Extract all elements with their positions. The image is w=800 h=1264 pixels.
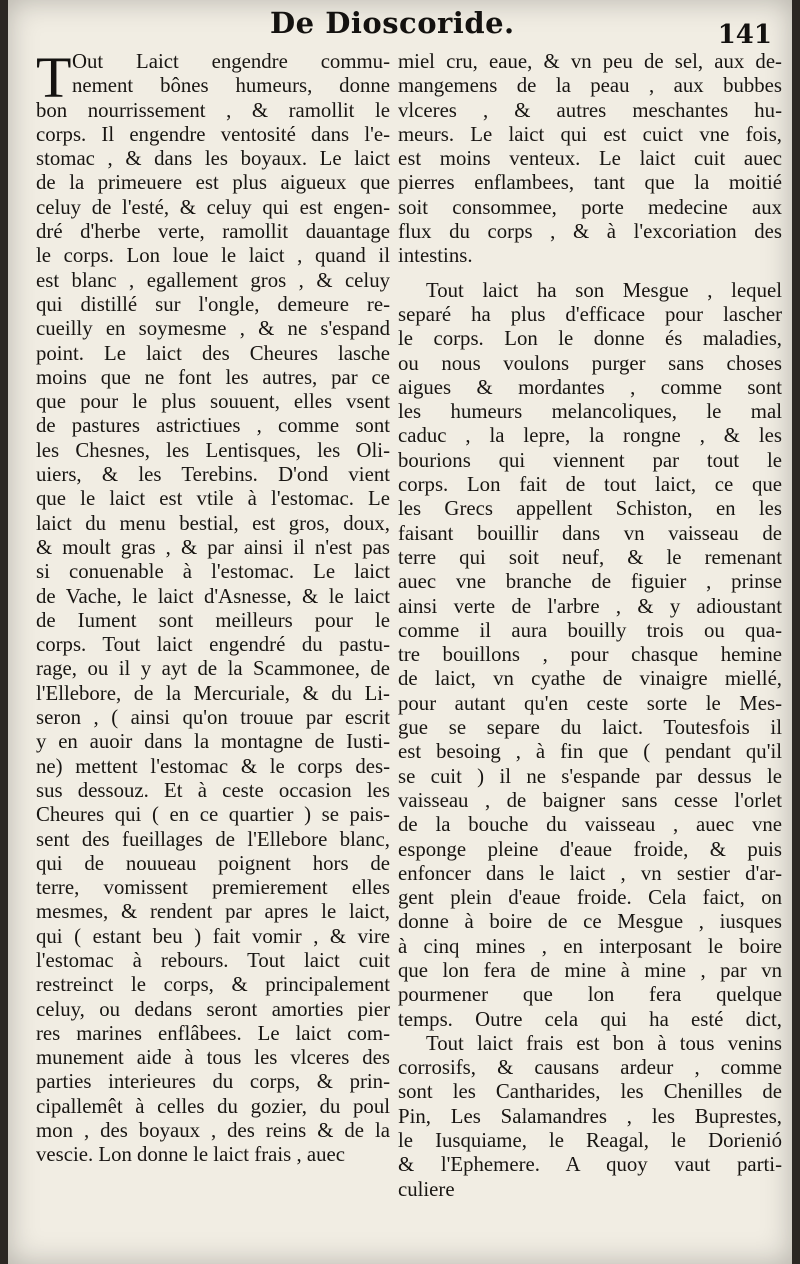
text-line: mangemens de la peau , aux bubbes bbox=[398, 74, 782, 98]
drop-cap: T bbox=[36, 45, 72, 110]
text-line: seron , ( ainsi qu'on trouue par escrit bbox=[36, 706, 390, 730]
text-line: Tout laict frais est bon à tous venins bbox=[426, 1031, 782, 1055]
text-line: que le laict est vtile à l'estomac. Le bbox=[36, 487, 390, 511]
text-line: pour autant qu'en ceste sorte le Mes- bbox=[398, 691, 782, 715]
text-line: cipallemêt à celles du gozier, du poul bbox=[36, 1094, 390, 1118]
text-line: si conuenable à l'estomac. Le laict bbox=[36, 560, 390, 584]
text-line: mon , des boyaux , des reins & de la bbox=[36, 1119, 390, 1143]
text-line: les humeurs melancoliques, le mal bbox=[398, 400, 782, 424]
text-line: mesmes, & rendent par apres le laict, bbox=[36, 900, 390, 924]
text-line: esponge pleine d'eaue froide, & puis bbox=[398, 837, 782, 861]
text-line: est moins venteux. Le laict cuit auec bbox=[398, 147, 782, 171]
page-number: 141 bbox=[717, 20, 772, 50]
text-line: sent des fueillages de l'Ellebore blanc, bbox=[36, 827, 390, 851]
text-line: munement aide à tous les vlceres des bbox=[36, 1046, 390, 1070]
text-line: Out Laict engendre commu- bbox=[72, 50, 390, 73]
book-page bbox=[8, 0, 792, 1264]
text-line: corrosifs, & causans ardeur , comme bbox=[398, 1056, 782, 1080]
text-line: uiers, & les Terebins. D'ond vient bbox=[36, 463, 390, 487]
text-line: corps. Tout laict engendré du pastu- bbox=[36, 633, 390, 657]
text-line: terre qui soit neuf, & le remenant bbox=[398, 545, 782, 569]
text-line: Cheures qui ( en ce quartier ) se pais- bbox=[36, 803, 390, 827]
text-line: auec vne branche de figuier , prinse bbox=[398, 570, 782, 594]
right-column bbox=[398, 50, 782, 1258]
text-line: qui ( estant beu ) fait vomir , & vire bbox=[36, 924, 390, 948]
text-line: gue se separe du laict. Toutesfois il bbox=[398, 716, 782, 740]
text-line: sont les Cantharides, les Chenilles de bbox=[398, 1080, 782, 1104]
text-line: pierres enflambees, tant que la moitié bbox=[398, 171, 782, 195]
text-line: vlceres , & autres meschantes hu- bbox=[398, 98, 782, 122]
text-line: de la bouche du vaisseau , auec vne bbox=[398, 813, 782, 837]
text-line: laict du menu bestial, est gros, doux, bbox=[36, 511, 390, 535]
text-line: l'Ellebore, de la Mercuriale, & du Li- bbox=[36, 681, 390, 705]
text-line: nement bônes humeurs, donne bbox=[72, 74, 390, 98]
text-line: le corps. Lon loue le laict , quand il bbox=[36, 244, 390, 268]
text-line: de Vache, le laict d'Asnesse, & le laict bbox=[36, 584, 390, 608]
text-line: aigues & mordantes , comme sont bbox=[398, 375, 782, 399]
text-line: celuy de l'esté, & celuy qui est engen- bbox=[36, 195, 390, 219]
text-line: meurs. Le laict qui est cuict vne fois, bbox=[398, 122, 782, 146]
text-line: restreinct le corps, & principalement bbox=[36, 973, 390, 997]
text-line: parties interieures du corps, & prin- bbox=[36, 1070, 390, 1094]
text-line: Tout laict ha son Mesgue , lequel bbox=[426, 278, 782, 302]
text-line: vescie. Lon donne le laict frais , auec bbox=[36, 1143, 345, 1167]
text-line: que pour le plus souuent, elles vsent bbox=[36, 390, 390, 414]
text-line: donne à boire de ce Mesgue , iusques bbox=[398, 910, 782, 934]
text-line: bon nourrissement , & ramollit le bbox=[36, 98, 390, 122]
text-line: de laict, vn cyathe de vinaigre miellé, bbox=[398, 667, 782, 691]
running-head bbox=[8, 6, 792, 50]
text-line: qui de nouueau poignent hors de bbox=[36, 851, 390, 875]
text-line: sus dessouz. Et à ceste occasion les bbox=[36, 778, 390, 802]
text-line: miel cru, eaue, & vn peu de sel, aux de- bbox=[398, 50, 782, 73]
text-line: tre bouillons , pour chasque hemine bbox=[398, 643, 782, 667]
text-line: intestins. bbox=[398, 244, 473, 268]
text-line: faisant bouillir dans vn vaisseau de bbox=[398, 521, 782, 545]
text-line: se cuit ) il ne s'espande par dessus le bbox=[398, 764, 782, 788]
text-line: temps. Outre cela qui ha esté dict, bbox=[398, 1007, 782, 1031]
text-line: cueilly en soymesme , & ne s'espand bbox=[36, 317, 390, 341]
text-line: de la primeuere est plus aigueux que bbox=[36, 171, 390, 195]
text-line: culiere bbox=[398, 1177, 455, 1201]
text-line: & l'Ephemere. A quoy vaut parti- bbox=[398, 1153, 782, 1177]
text-line: l'estomac à rebours. Tout laict cuit bbox=[36, 948, 390, 972]
text-line: celuy, ou dedans seront amorties pier bbox=[36, 997, 390, 1021]
text-line: terre, vomissent premierement elles bbox=[36, 876, 390, 900]
text-line: rage, ou il y ayt de la Scammonee, de bbox=[36, 657, 390, 681]
text-line: res marines enflâbees. Le laict com- bbox=[36, 1021, 390, 1045]
text-line: y en auoir dans la montagne de Iusti- bbox=[36, 730, 390, 754]
left-column bbox=[36, 45, 390, 1258]
text-line: flux du corps , & à l'excoriation des bbox=[398, 220, 782, 244]
text-line: est besoing , à fin que ( pendant qu'il bbox=[398, 740, 782, 764]
text-line: stomac , & dans les boyaux. Le laict bbox=[36, 147, 390, 171]
text-line: de Iument sont meilleurs pour le bbox=[36, 608, 390, 632]
text-line: que lon fera de mine à mine , par vn bbox=[398, 958, 782, 982]
text-line: enfoncer dans le laict , vn sestier d'ar- bbox=[398, 861, 782, 885]
text-line: point. Le laict des Cheures lasche bbox=[36, 341, 390, 365]
text-line: ou nous voulons purger sans choses bbox=[398, 351, 782, 375]
running-title: De Dioscoride. bbox=[270, 6, 515, 40]
text-line: moins que ne font les autres, par ce bbox=[36, 365, 390, 389]
text-line: les Grecs appellent Schiston, en les bbox=[398, 497, 782, 521]
text-line: ainsi verte de l'arbre , & y adioustant bbox=[398, 594, 782, 618]
text-line: est blanc , egallement gros , & celuy bbox=[36, 268, 390, 292]
text-line: de pastures astrictiues , comme sont bbox=[36, 414, 390, 438]
text-line: corps. Il engendre ventosité dans l'e- bbox=[36, 122, 390, 146]
text-line: les Chesnes, les Lentisques, les Oli- bbox=[36, 438, 390, 462]
text-line: pourmener que lon fera quelque bbox=[398, 983, 782, 1007]
text-line: & moult gras , & par ainsi il n'est pas bbox=[36, 535, 390, 559]
text-line: à cinq mines , en interposant le boire bbox=[398, 934, 782, 958]
text-line: separé ha plus d'efficace pour lascher bbox=[398, 302, 782, 326]
text-line: dré d'herbe verte, ramollit dauantage bbox=[36, 220, 390, 244]
text-line: ne) mettent l'estomac & le corps des- bbox=[36, 754, 390, 778]
text-line: le corps. Lon le donne és maladies, bbox=[398, 327, 782, 351]
text-line: corps. Lon fait de tout laict, ce que bbox=[398, 473, 782, 497]
text-line: comme il aura bouilly trois ou qua- bbox=[398, 618, 782, 642]
text-line: bourions qui viennent par tout le bbox=[398, 448, 782, 472]
text-line: caduc , la lepre, la rongne , & les bbox=[398, 424, 782, 448]
text-line: le Iusquiame, le Reagal, le Dorienió bbox=[398, 1129, 782, 1153]
text-line: vaisseau , de baigner sans cesse l'orlet bbox=[398, 788, 782, 812]
text-line: qui distillé sur l'ongle, demeure re- bbox=[36, 292, 390, 316]
text-line: gent plein d'eaue froide. Cela faict, on bbox=[398, 886, 782, 910]
text-line: soit consommee, porte medecine aux bbox=[398, 195, 782, 219]
text-line: Pin, Les Salamandres , les Buprestes, bbox=[398, 1104, 782, 1128]
